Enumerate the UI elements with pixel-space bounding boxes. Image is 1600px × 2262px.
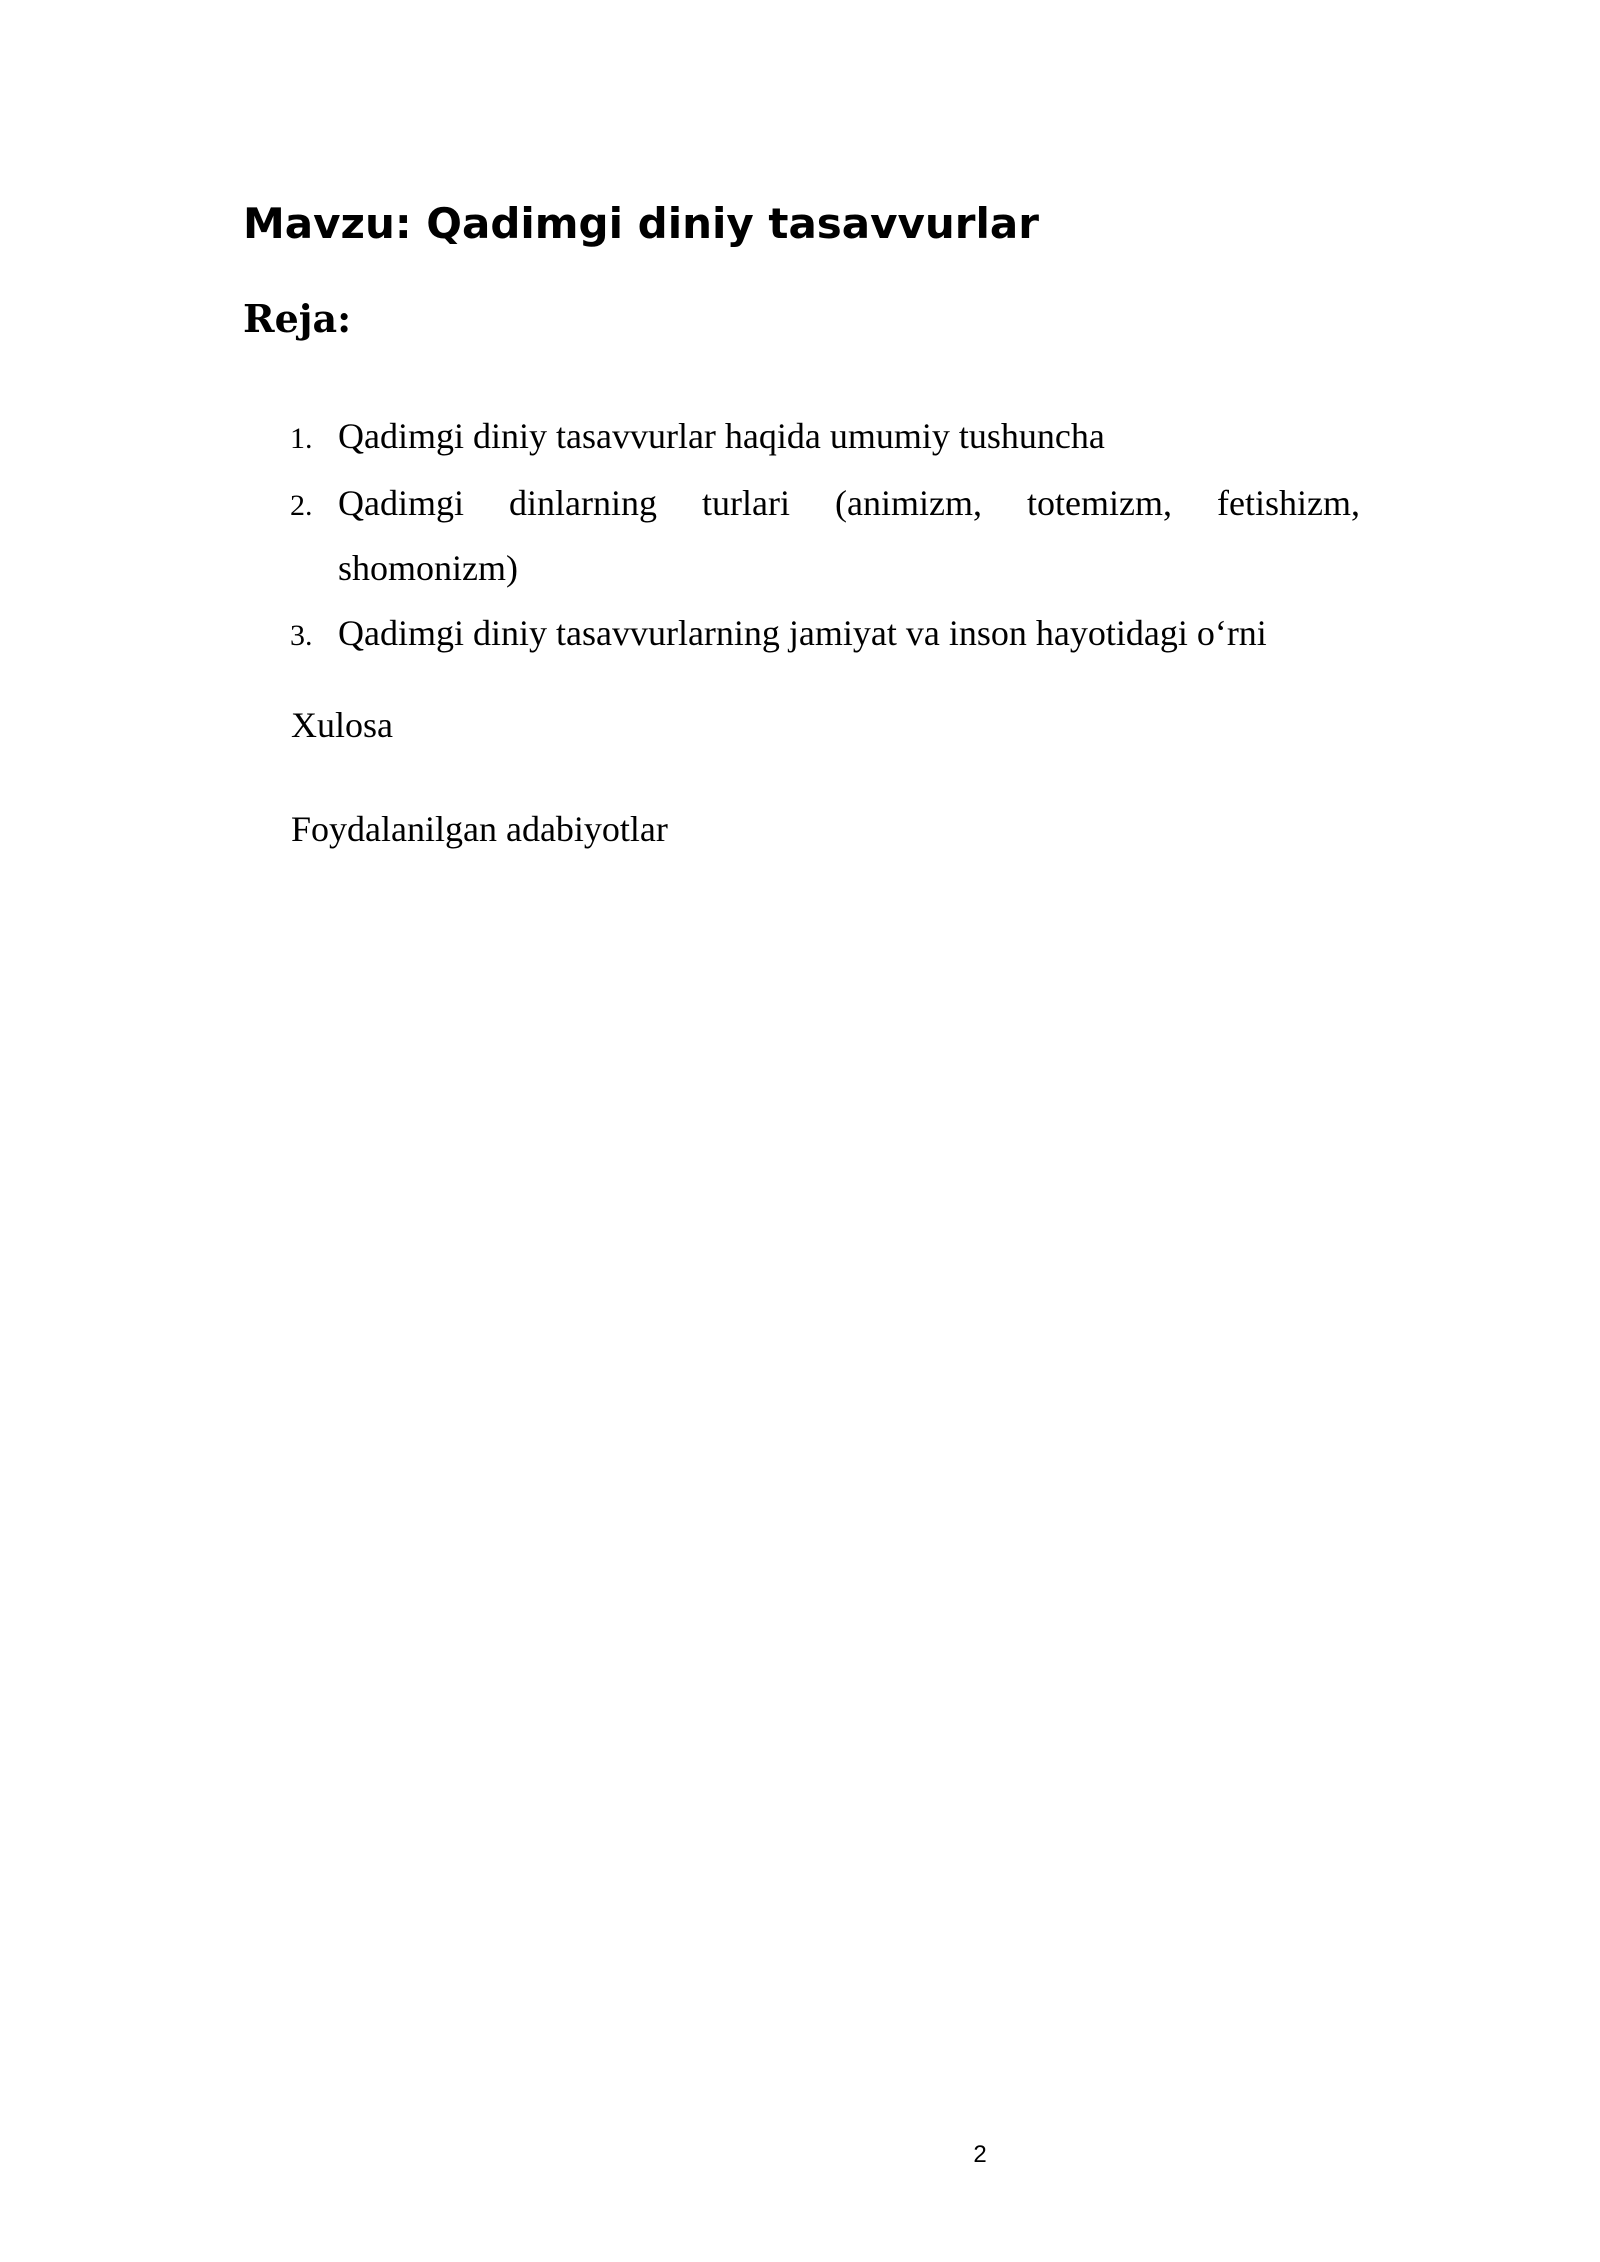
plan-item-text: Qadimgi dinlarning turlari (animizm, totemizm, fetishizm, shomonizm) — [338, 483, 1360, 588]
plan-list — [290, 404, 1360, 668]
plan-item-number: 3. — [290, 619, 313, 652]
plan-item — [290, 471, 1360, 601]
plan-heading: Reja: — [243, 296, 352, 341]
plan-item-text: Qadimgi diniy tasavvurlar haqida umumiy tushuncha — [338, 416, 1105, 456]
page-number: 2 — [973, 2141, 987, 2168]
plan-item — [290, 404, 1360, 471]
plan-item-text: Qadimgi diniy tasavvurlarning jamiyat va inson hayotidagi o‘rni — [338, 613, 1267, 653]
plan-item-number: 2. — [290, 489, 313, 522]
references-entry: Foydalanilgan adabiyotlar — [291, 809, 668, 849]
conclusion-entry: Xulosa — [291, 705, 393, 745]
plan-item-number: 1. — [290, 422, 313, 455]
document-title: Mavzu: Qadimgi diniy tasavvurlar — [243, 199, 1039, 248]
plan-item — [290, 601, 1360, 668]
